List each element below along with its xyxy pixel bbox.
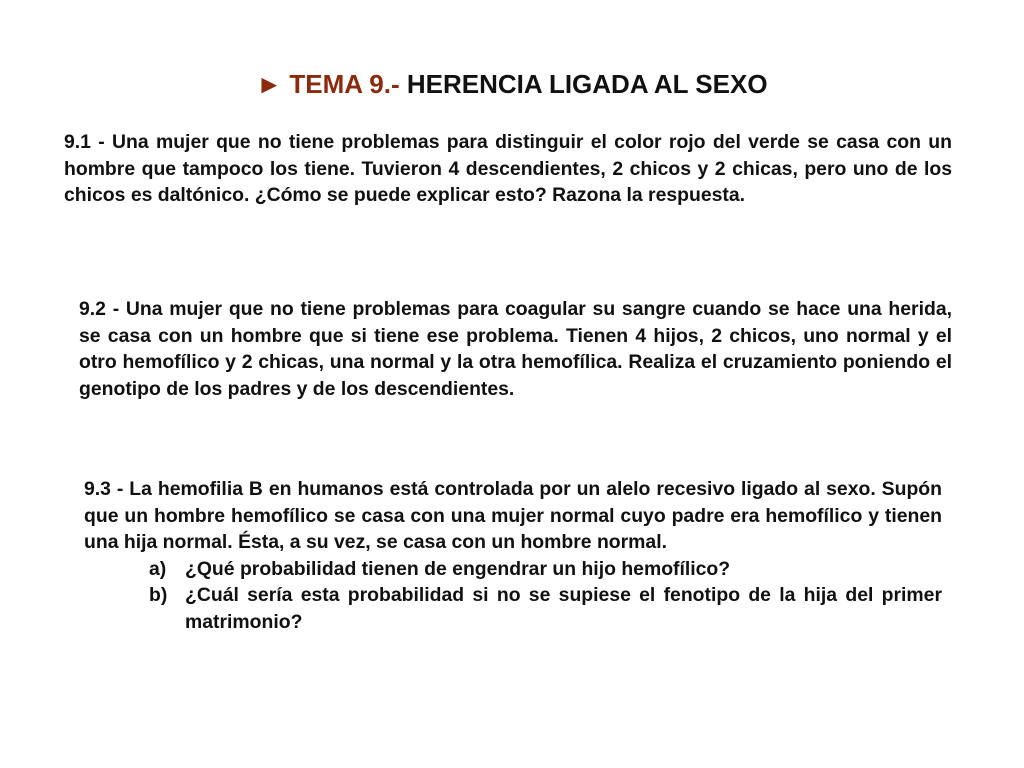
question-a-marker: a)	[149, 557, 167, 580]
question-b-marker: b)	[149, 584, 168, 606]
problem-9-3-questions	[84, 556, 942, 636]
problem-9-2: 9.2 - Una mujer que no tiene problemas para coagular su sangre cuando se hace una herida, se casa con un hombre que si tiene ese problema. Tienen 4 hijos, 2 chicos, uno normal y el otro hemofílico y 2 chicas, una normal y la otra hemofílica. Realiza el cruzamiento poniendo el genotipo de los padres y de los descendientes.	[79, 298, 952, 400]
title-tema-label: TEMA 9.-	[289, 69, 400, 99]
title-arrow-icon: ►	[256, 69, 283, 99]
question-a-text: ¿Qué probabilidad tienen de engendrar un hijo hemofílico?	[185, 557, 731, 580]
page-title	[0, 66, 1024, 102]
title-topic: HERENCIA LIGADA AL SEXO	[406, 69, 768, 99]
question-b-text: ¿Cuál sería esta probabilidad si no se supiese el fenotipo de la hija del primer matrimonio?	[185, 584, 942, 633]
problem-9-3	[84, 476, 942, 635]
problem-9-1: 9.1 - Una mujer que no tiene problemas para distinguir el color rojo del verde se casa con un hombre que tampoco los tiene. Tuvieron 4 descendientes, 2 chicos y 2 chicas, pero uno de los chicos es daltónico. ¿Cómo se puede explicar esto? Razona la respuesta.	[64, 131, 952, 206]
question-a	[84, 556, 942, 583]
question-b	[84, 582, 942, 635]
problem-9-3-intro: 9.3 - La hemofilia B en humanos está controlada por un alelo recesivo ligado al sexo. Supón que un hombre hemofílico se casa con una mujer normal cuyo padre era hemofílico y tienen una hija normal. Ésta, a su vez, se casa con un hombre normal.	[84, 478, 942, 553]
